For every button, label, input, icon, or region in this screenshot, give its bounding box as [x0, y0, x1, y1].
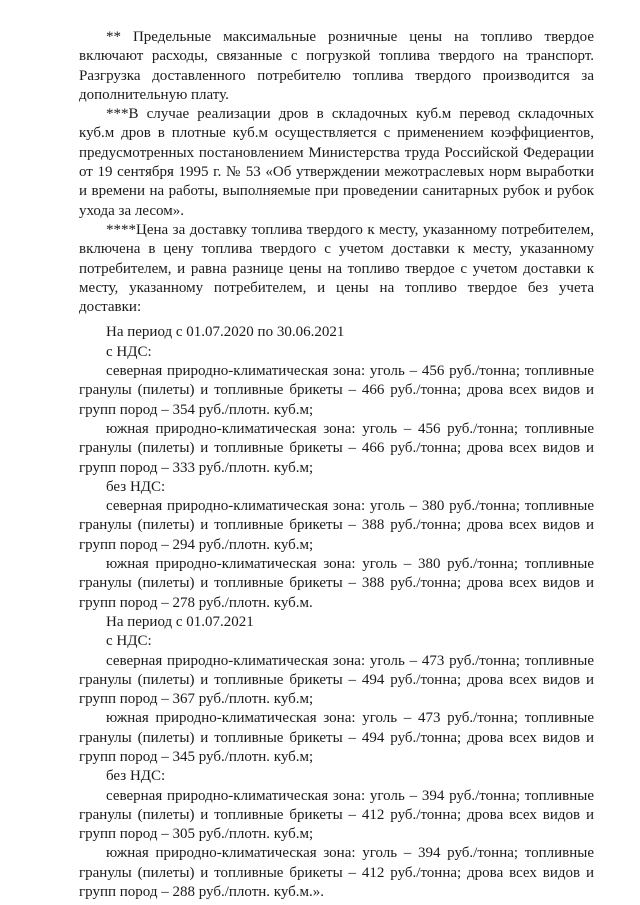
price-southern-zone: южная природно-климатическая зона: уголь – 473 руб./тонна; топливные гранулы (пилеты) и топливные брикеты – 494 руб./тонна; дрова всех видов и групп пород – 345 руб./плотн. куб.м;	[79, 710, 594, 765]
price-southern-zone: южная природно-климатическая зона: уголь – 380 руб./тонна; топливные гранулы (пилеты) и топливные брикеты – 388 руб./тонна; дрова всех видов и групп пород – 278 руб./плотн. куб.м.	[79, 556, 594, 611]
vat-excluded-heading: без НДС:	[106, 478, 166, 495]
vat-excluded-heading: без НДС:	[106, 768, 166, 785]
footnote-double-star: ** Предельные максимальные розничные цены на топливо твердое включают расходы, связанные с погрузкой топлива твердого на транспорт. Разгрузка доставленного потребителю топлива твердого производится за дополнительную плату.	[79, 29, 594, 103]
vat-included-heading: с НДС:	[106, 343, 152, 360]
price-northern-zone: северная природно-климатическая зона: уголь – 380 руб./тонна; топливные гранулы (пилеты) и топливные брикеты – 388 руб./тонна; дрова всех видов и групп пород – 294 руб./плотн. куб.м;	[79, 498, 594, 553]
footnote-triple-star: ***В случае реализации дров в складочных куб.м перевод складочных куб.м дров в плотные куб.м осуществляется с применением коэффициентов, предусмотренных постановлением Министерства труда Российской Федерации от 19 сентября 1995 г. № 53 «Об утверждении межотраслевых норм выработки и времени на работы, выполняемые при проведении санитарных рубок и рубок ухода за лесом».	[79, 106, 594, 219]
vat-included-heading: с НДС:	[106, 633, 152, 650]
period-heading-2020: На период с 01.07.2020 по 30.06.2021	[106, 324, 345, 341]
price-southern-zone: южная природно-климатическая зона: уголь – 456 руб./тонна; топливные гранулы (пилеты) и топливные брикеты – 466 руб./тонна; дрова всех видов и групп пород – 333 руб./плотн. куб.м;	[79, 420, 594, 476]
price-northern-zone: северная природно-климатическая зона: уголь – 473 руб./тонна; топливные гранулы (пилеты) и топливные брикеты – 494 руб./тонна; дрова всех видов и групп пород – 367 руб./плотн. куб.м;	[79, 652, 594, 708]
price-northern-zone: северная природно-климатическая зона: уголь – 394 руб./тонна; топливные гранулы (пилеты) и топливные брикеты – 412 руб./тонна; дрова всех видов и групп пород – 305 руб./плотн. куб.м;	[79, 787, 594, 843]
period-heading-2021: На период с 01.07.2021	[106, 613, 254, 630]
price-southern-zone: южная природно-климатическая зона: уголь – 394 руб./тонна; топливные гранулы (пилеты) и топливные брикеты – 412 руб./тонна; дрова всех видов и групп пород – 288 руб./плотн. куб.м.».	[79, 845, 594, 901]
footnote-quadruple-star: ****Цена за доставку топлива твердого к месту, указанному потребителем, включена в цену топлива твердого с учетом доставки к месту, указанному потребителем, и равна разнице цены на топливо твердое с учетом доставки к месту, указанному потребителем, и цены на топливо твердое без учета доставки:	[79, 221, 594, 316]
price-northern-zone: северная природно-климатическая зона: уголь – 456 руб./тонна; топливные гранулы (пилеты) и топливные брикеты – 466 руб./тонна; дрова всех видов и групп пород – 354 руб./плотн. куб.м;	[79, 363, 594, 418]
